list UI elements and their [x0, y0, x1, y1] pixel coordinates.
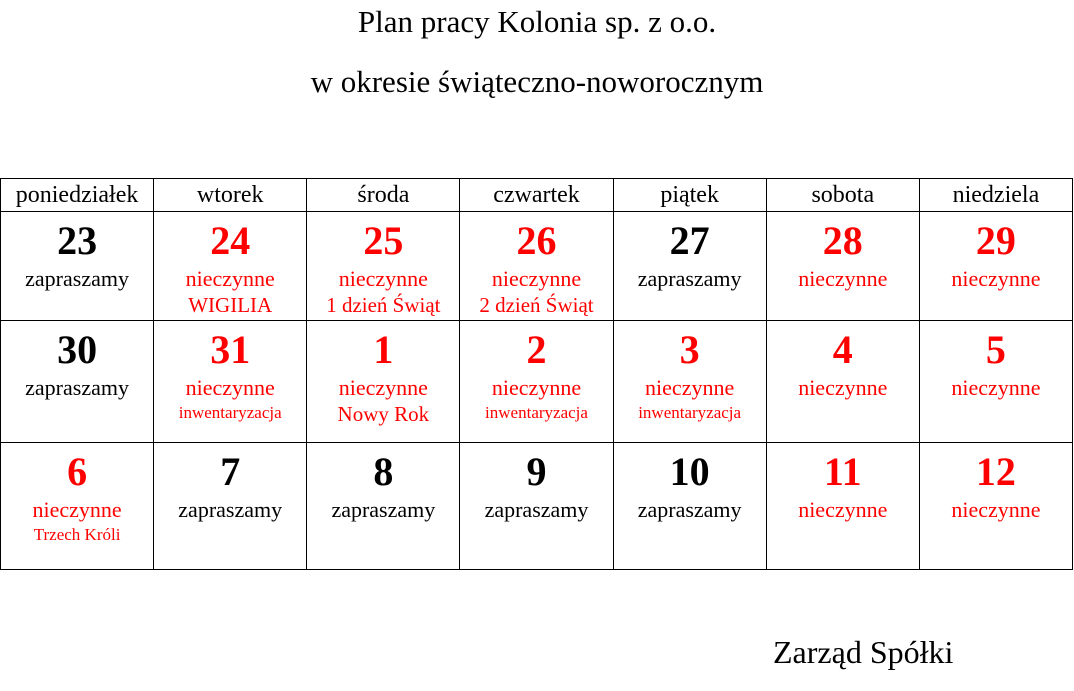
day-note: 1 dzień Świąt [326, 293, 441, 317]
day-cell [1, 443, 154, 570]
day-cell [919, 212, 1072, 321]
day-cell [766, 443, 919, 570]
day-cell [154, 321, 307, 443]
day-status: zapraszamy [25, 266, 129, 291]
day-status: nieczynne [645, 375, 735, 400]
day-status: zapraszamy [637, 497, 742, 522]
day-cell [307, 212, 460, 321]
day-number: 11 [823, 449, 862, 494]
day-number: 7 [220, 449, 241, 494]
day-status: nieczynne [951, 266, 1041, 291]
day-status: zapraszamy [637, 266, 742, 291]
day-number: 25 [363, 218, 404, 263]
day-cell [154, 443, 307, 570]
day-number: 2 [526, 327, 547, 372]
weekday-header: poniedziałek [1, 179, 154, 212]
document-title: Plan pracy Kolonia sp. z o.o. [357, 4, 717, 39]
day-cell [613, 212, 766, 321]
day-cell [307, 443, 460, 570]
day-number: 23 [57, 218, 98, 263]
day-cell [919, 443, 1072, 570]
day-status: nieczynne [951, 497, 1041, 522]
day-status: nieczynne [338, 266, 428, 291]
day-number: 31 [210, 327, 251, 372]
day-cell [460, 212, 613, 321]
day-status: zapraszamy [484, 497, 589, 522]
weekday-header: środa [307, 179, 460, 212]
day-number: 27 [669, 218, 710, 263]
day-cell [1, 321, 154, 443]
day-number: 6 [67, 449, 88, 494]
weekday-header: czwartek [460, 179, 613, 212]
day-status: nieczynne [798, 266, 888, 291]
day-cell [613, 321, 766, 443]
day-note: WIGILIA [188, 293, 273, 317]
day-note: inwentaryzacja [638, 403, 742, 422]
day-number: 3 [679, 327, 700, 372]
document-subtitle: w okresie świąteczno-noworocznym [310, 64, 764, 99]
day-number: 28 [822, 218, 863, 263]
weekday-header: piątek [613, 179, 766, 212]
day-cell [1, 212, 154, 321]
day-status: nieczynne [951, 375, 1041, 400]
day-status: zapraszamy [25, 375, 129, 400]
day-note: Nowy Rok [337, 402, 430, 426]
day-number: 12 [975, 449, 1016, 494]
day-cell [460, 443, 613, 570]
day-cell [766, 321, 919, 443]
day-cell [307, 321, 460, 443]
day-cell [919, 321, 1072, 443]
day-note: Trzech Króli [33, 525, 121, 544]
weekday-header-row [1, 179, 1073, 212]
day-number: 1 [373, 327, 394, 372]
day-cell [460, 321, 613, 443]
day-note: 2 dzień Świąt [479, 293, 594, 317]
day-note: inwentaryzacja [178, 403, 282, 422]
day-number: 30 [57, 327, 98, 372]
day-cell [766, 212, 919, 321]
signature: Zarząd Spółki [773, 634, 954, 670]
day-number: 8 [373, 449, 394, 494]
day-number: 4 [832, 327, 853, 372]
day-number: 24 [210, 218, 251, 263]
day-number: 29 [975, 218, 1016, 263]
day-status: nieczynne [185, 266, 275, 291]
week-row [1, 321, 1073, 443]
day-status: zapraszamy [331, 497, 436, 522]
day-note: inwentaryzacja [485, 403, 588, 422]
day-status: nieczynne [32, 497, 122, 522]
day-status: nieczynne [338, 375, 428, 400]
day-status: zapraszamy [178, 497, 283, 522]
weekday-header: niedziela [919, 179, 1072, 212]
week-row [1, 212, 1073, 321]
weekday-header: wtorek [154, 179, 307, 212]
weekday-header: sobota [766, 179, 919, 212]
day-status: nieczynne [798, 375, 888, 400]
day-number: 5 [985, 327, 1006, 372]
day-cell [613, 443, 766, 570]
day-status: nieczynne [491, 375, 582, 400]
day-cell [154, 212, 307, 321]
day-status: nieczynne [185, 375, 275, 400]
week-row [1, 443, 1073, 570]
day-number: 10 [669, 449, 710, 494]
day-status: nieczynne [798, 497, 888, 522]
day-number: 9 [526, 449, 547, 494]
day-number: 26 [516, 218, 557, 263]
calendar-table [0, 178, 1073, 570]
day-status: nieczynne [491, 266, 582, 291]
